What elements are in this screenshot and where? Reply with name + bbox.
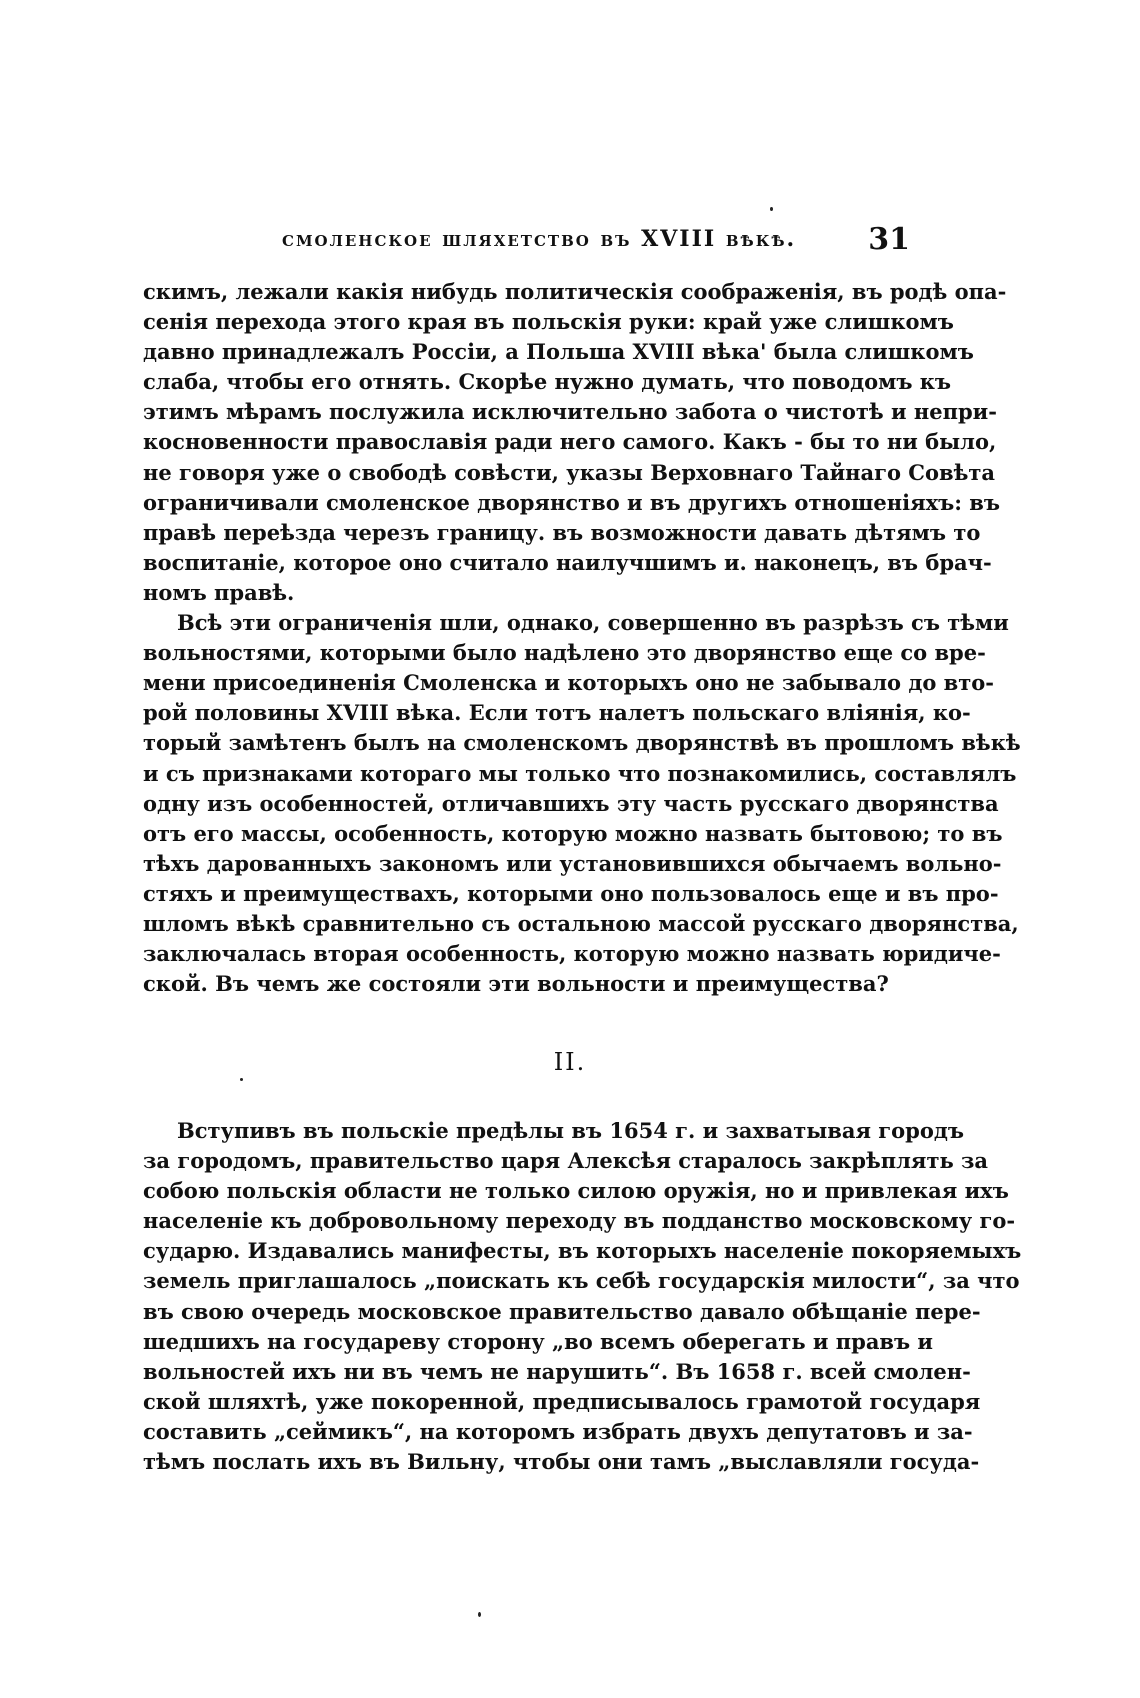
text-line: правѣ переѣзда черезъ границу. въ возможности давать дѣтямъ то xyxy=(143,519,981,545)
text-line: шедшихъ на государеву сторону „во всемъ оберегать и правъ и xyxy=(143,1328,934,1354)
text-line: этимъ мѣрамъ послужила исключительно забота о чистотѣ и непри- xyxy=(143,399,997,425)
text-line: земель приглашалось „поискать къ себѣ государскія милости“, за что xyxy=(143,1268,1020,1294)
text-line: за городомъ, правительство царя Алексѣя старалось закрѣплять за xyxy=(143,1148,989,1174)
text-line: въ свою очередь московское правительство давало обѣщаніе пере- xyxy=(143,1298,981,1324)
text-line: сударю. Издавались манифесты, въ которыхъ населеніе покоряемыхъ xyxy=(143,1238,1022,1264)
text-line: Вступивъ въ польскіе предѣлы въ 1654 г. и захватывая городъ xyxy=(177,1118,964,1143)
text-line: стяхъ и преимуществахъ, которыми оно пользовалось еще и въ про- xyxy=(143,880,999,906)
text-line: номъ правѣ. xyxy=(143,579,295,605)
text-line: не говоря уже о свободѣ совѣсти, указы Верховнаго Тайнаго Совѣта xyxy=(143,459,996,485)
text-line: ограничивали смоленское дворянство и въ другихъ отношеніяхъ: въ xyxy=(143,489,1001,515)
section-1-text xyxy=(143,277,1021,999)
scan-speck xyxy=(478,1612,481,1617)
text-line: шломъ вѣкѣ сравнительно съ остальною массой русскаго дворянства, xyxy=(143,910,1019,936)
scan-speck xyxy=(770,207,773,211)
text-line: рой половины XVIII вѣка. Если тотъ налетъ польскаго вліянія, ко- xyxy=(143,700,971,726)
text-line: скимъ, лежали какія нибудь политическія соображенія, въ родѣ опа- xyxy=(143,279,1007,304)
text-line: тѣхъ дарованныхъ закономъ или установившихся обычаемъ вольно- xyxy=(143,850,1002,876)
text-line: слаба, чтобы его отнять. Скорѣе нужно думать, что поводомъ къ xyxy=(143,369,952,395)
text-line: заключалась вторая особенность, которую можно назвать юридиче- xyxy=(143,941,1001,967)
text-line: составить „сеймикъ“, на которомъ избрать двухъ депутатовъ и за- xyxy=(143,1418,973,1444)
text-line: мени присоединенія Смоленска и которыхъ оно не забывало до вто- xyxy=(143,670,995,696)
section-heading: II. xyxy=(553,1048,587,1076)
section-2-text xyxy=(143,1116,1022,1477)
text-line: торый замѣтенъ былъ на смоленскомъ дворянствѣ въ прошломъ вѣкѣ xyxy=(143,730,1021,756)
text-line: вольностей ихъ ни въ чемъ не нарушить“. Въ 1658 г. всей смолен- xyxy=(143,1358,971,1384)
text-line: сенія перехода этого края въ польскія руки: край уже слишкомъ xyxy=(143,309,954,335)
text-line: воспитаніе, которое оно считало наилучшимъ и. наконецъ, въ брач- xyxy=(143,549,992,575)
text-line: давно принадлежалъ Россіи, а Польша XVIII вѣка' была слишкомъ xyxy=(143,339,974,365)
text-line: ской шляхтѣ, уже покоренной, предписывалось грамотой государя xyxy=(143,1388,981,1414)
text-line: собою польскія области не только силою оружія, но и привлекая ихъ xyxy=(143,1178,1009,1204)
scan-speck xyxy=(240,1078,243,1081)
text-line: отъ его массы, особенность, которую можно назвать бытовою; то въ xyxy=(143,820,1003,846)
running-title: смоленское шляхетство въ XVIII вѣкѣ. xyxy=(282,226,797,252)
text-line: населеніе къ добровольному переходу въ подданство московскому го- xyxy=(143,1208,1016,1234)
page-number: 31 xyxy=(868,222,910,257)
text-line: Всѣ эти ограниченія шли, однако, совершенно въ разрѣзъ съ тѣми xyxy=(177,610,1009,636)
text-line: ской. Въ чемъ же состояли эти вольности и преимущества? xyxy=(143,971,889,997)
text-line: одну изъ особенностей, отличавшихъ эту часть русскаго дворянства xyxy=(143,790,999,816)
text-line: косновенности православія ради него самого. Какъ - бы то ни было, xyxy=(143,429,997,455)
text-line: и съ признаками котораго мы только что познакомились, составлялъ xyxy=(143,760,1017,786)
text-line: тѣмъ послать ихъ въ Вильну, чтобы они тамъ „выславляли госуда- xyxy=(143,1449,980,1475)
text-line: вольностями, которыми было надѣлено это дворянство еще со вре- xyxy=(143,640,986,666)
running-head xyxy=(270,222,910,262)
